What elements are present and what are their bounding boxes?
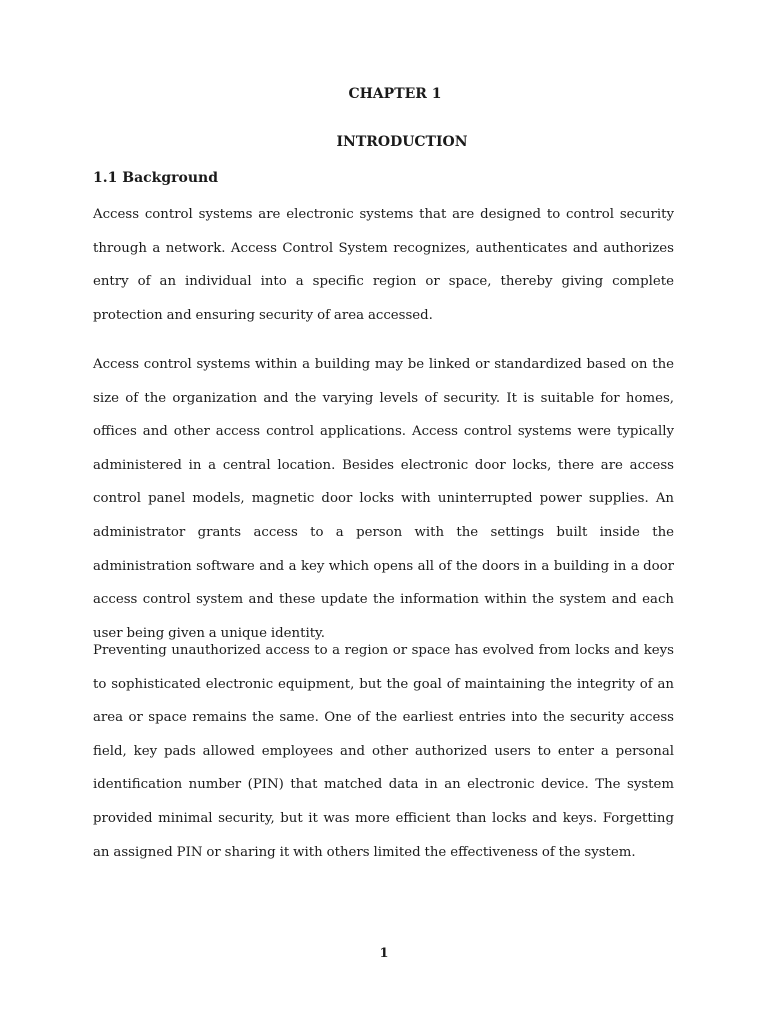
chapter-label: CHAPTER 1 <box>348 86 442 102</box>
section-heading: 1.1 Background <box>93 170 219 186</box>
body-paragraph: Preventing unauthorized access to a region or space has evolved from locks and keys to sophisticated electronic equipment, but the goal of maintaining the integrity of an area or space remains the same. One of the earliest entries into the security access field, key pads allowed employees and other authorized users to enter a personal identification number (PIN) that matched data in an electronic device. The system provided minimal security, but it was more efficient than locks and keys. Forgetting an assigned PIN or sharing it with others limited the effectiveness of the system. <box>93 643 674 860</box>
body-paragraph: Access control systems are electronic systems that are designed to control security through a network. Access Control System recognizes, authenticates and authorizes entry of an individual into a specific region or space, thereby giving complete protection and ensuring security of area accessed. <box>93 207 674 323</box>
page-number: 1 <box>379 946 389 961</box>
body-paragraph: Access control systems within a building may be linked or standardized based on the size of the organization and the varying levels of security. It is suitable for homes, offices and other access control applications. Access control systems were typically administered in a central location. Besides electronic door locks, there are access control panel models, magnetic door locks with uninterrupted power supplies. An administrator grants access to a person with the settings built inside the administration software and a key which opens all of the doors in a building in a door access control system and these update the information within the system and each user being given a unique identity. <box>93 357 674 641</box>
chapter-title: INTRODUCTION <box>336 134 468 150</box>
